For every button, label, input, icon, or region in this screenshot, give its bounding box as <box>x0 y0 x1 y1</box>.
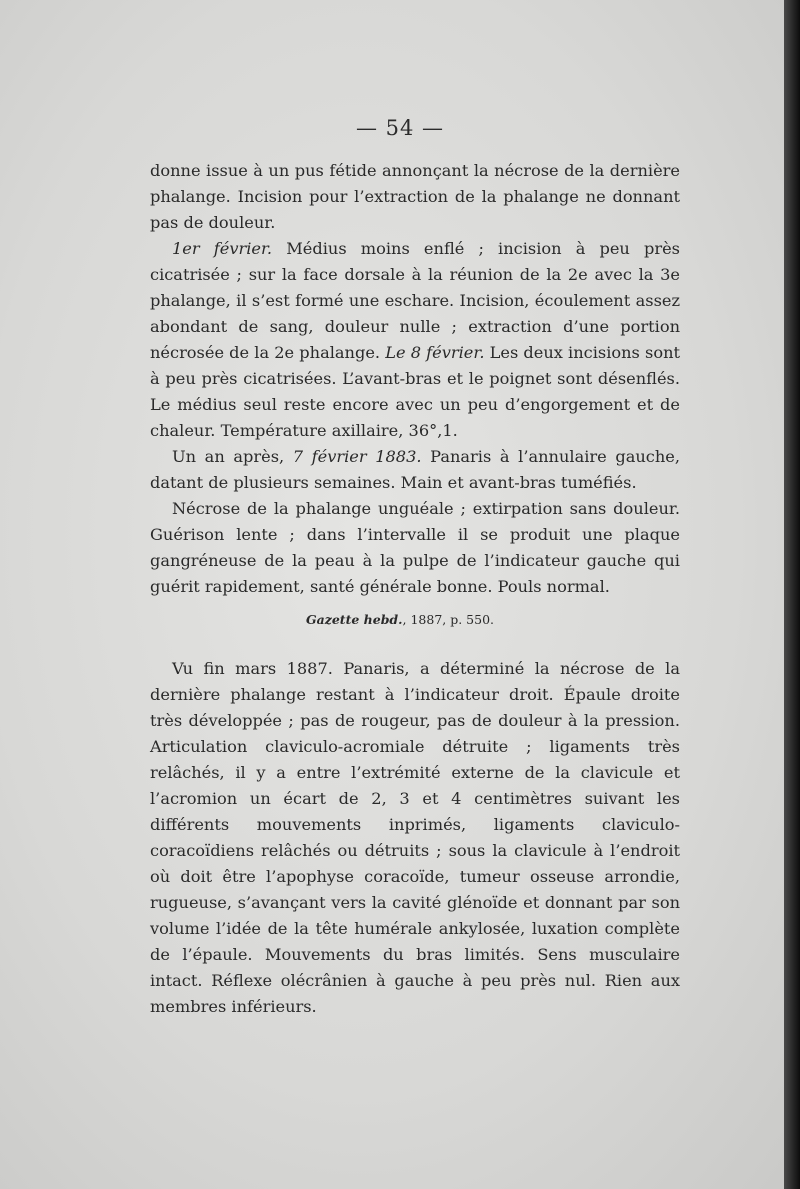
date-eighth-february: Le 8 février. <box>385 343 485 362</box>
paragraph-2-text-continued: Les deux incisions sont à peu près cicatrisées. L’avant-bras et le poignet sont désenflés. Le médius seul reste encore avec un peu d’engorgement et de chaleur. Température axillaire, 36°,1. <box>150 343 680 440</box>
date-first-february: 1er février. <box>172 239 273 258</box>
paragraph-3 <box>150 444 680 496</box>
page-number: — 54 — <box>355 116 445 140</box>
paragraph-4: Nécrose de la phalange unguéale ; extirpation sans douleur. Guérison lente ; dans l’intervalle il se produit une plaque gangréneuse de la peau à la pulpe de l’indicateur gauche qui guérit rapidement, santé générale bonne. Pouls normal. <box>150 499 680 596</box>
citation-journal: Gazette hebd. <box>305 612 403 627</box>
paragraph-2 <box>150 236 680 444</box>
citation <box>0 612 800 627</box>
paragraph-2-text: Médius moins enflé ; incision à peu près cicatrisée ; sur la face dorsale à la réunion de la 2e avec la 3e phalange, il s’est formé une eschare. Incision, écoulement assez abondant de sang, douleur nulle ; extraction d’une portion nécrosée de la 2e phalange. <box>150 239 680 362</box>
citation-details: , 1887, p. 550. <box>402 612 495 627</box>
date-february-1883: 7 février 1883. <box>292 447 422 466</box>
paragraph-3-start: Un an après, <box>172 447 293 466</box>
text-block-top <box>150 158 680 600</box>
text-block-bottom <box>150 656 680 1020</box>
paragraph-3-text: Panaris à l’annulaire gauche, datant de plusieurs semaines. Main et avant-bras tuméfiés. <box>150 447 680 492</box>
paragraph-5: Vu fin mars 1887. Panaris, a déterminé la nécrose de la dernière phalange restant à l’indicateur droit. Épaule droite très développée ; pas de rougeur, pas de douleur à la pression. Articulation claviculo-acromiale détruite ; ligaments très relâchés, il y a entre l’extrémité externe de la clavicule et l’acromion un écart de 2, 3 et 4 centimètres suivant les différents mouvements inprimés, ligaments claviculo-coracoïdiens relâchés ou détruits ; sous la clavicule à l’endroit où doit être l’apophyse coracoïde, tumeur osseuse arrondie, rugueuse, s’avançant vers la cavité glénoïde et donnant par son volume l’idée de la tête humérale ankylosée, luxation complète de l’épaule. Mouvements du bras limités. Sens musculaire intact. Réflexe olécrânien à gauche à peu près nul. Rien aux membres inférieurs. <box>150 659 680 1016</box>
page-edge-shadow <box>784 0 800 1189</box>
paragraph-1: donne issue à un pus fétide annonçant la nécrose de la dernière phalange. Incision pour l’extraction de la phalange ne donnant pas de douleur. <box>150 161 680 232</box>
